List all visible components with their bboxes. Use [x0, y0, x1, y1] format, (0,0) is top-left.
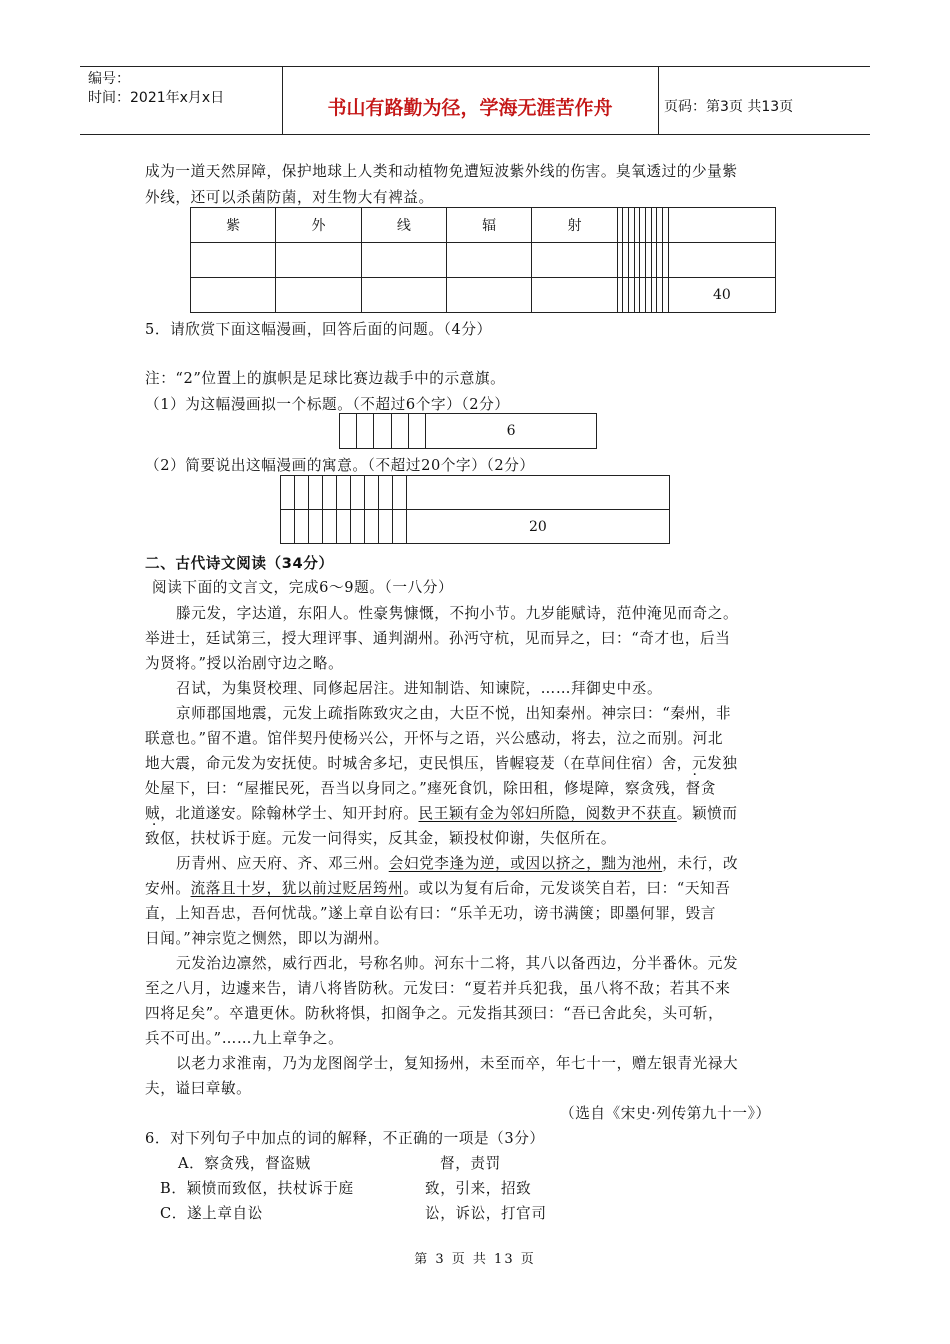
passage-line — [145, 777, 716, 798]
grid-cell — [276, 278, 361, 313]
grid-cell — [340, 414, 357, 449]
grid-cell: 辐 — [446, 208, 531, 243]
q6-option-b: B．颖愤而致伛，扶杖诉于庭 — [160, 1180, 354, 1197]
passage-line — [145, 827, 616, 848]
grid-row — [281, 476, 670, 510]
q6-option-c-gloss: 讼，诉讼，打官司 — [425, 1205, 547, 1222]
answer-grid-40 — [190, 207, 776, 313]
passage-line: 京师郡国地震，元发上疏指陈致灾之由，大臣不悦，出知秦州。神宗曰：“秦州，非 — [176, 705, 732, 722]
grid-cell: 外 — [276, 208, 361, 243]
passage-line: 日闻。”神宗览之恻然，即以为湖州。 — [145, 930, 389, 947]
grid-cell — [374, 414, 391, 449]
q5-sub2: （2）简要说出这幅漫画的寓意。（不超过20个字）（2分） — [145, 457, 535, 474]
grid-cell: 6 — [426, 414, 597, 449]
grid-cell: 20 — [406, 510, 669, 544]
underlined-sentence: 民王颖有金为邻妇所隐，阅数尹不获直 — [418, 805, 677, 822]
grid-cell: 射 — [532, 208, 617, 243]
answer-grid-6 — [339, 413, 597, 449]
passage-line: 直，上知吾忠，吾何忧哉。”遂上章自讼有曰：“乐羊无功，谤书满箧；即墨何罪，毁言 — [145, 905, 716, 922]
grid-cell — [361, 243, 446, 278]
passage-line — [145, 877, 730, 898]
grid-cell — [191, 278, 276, 313]
q5-note: 注：“2”位置上的旗帜是足球比赛边裁手中的示意旗。 — [145, 370, 506, 387]
grid-row — [191, 243, 776, 278]
header-bottom-rule — [80, 134, 870, 135]
passage-text: 伛，扶杖诉于庭。元发一问得实，反其金，颖投杖仰谢，失伛所在。 — [160, 830, 617, 847]
q6-prompt: 6．对下列句子中加点的词的解释，不正确的一项是（3分） — [145, 1130, 545, 1147]
grid-cell — [322, 510, 336, 544]
header-divider — [658, 66, 659, 134]
grid-cell — [364, 510, 378, 544]
grid-cell — [322, 476, 336, 510]
grid-row — [281, 510, 670, 544]
header-page-info: 页码：第3页 共13页 — [664, 99, 794, 115]
underlined-sentence: 流落且十岁，犹以前过贬居筠州 — [190, 880, 404, 897]
grid-cell — [406, 476, 669, 510]
page-footer: 第 3 页 共 13 页 — [414, 1252, 536, 1267]
q5-prompt: 5．请欣赏下面这幅漫画，回答后面的问题。（4分） — [145, 321, 492, 338]
grid-cell — [446, 278, 531, 313]
grid-row — [191, 278, 776, 313]
grid-cell — [361, 278, 446, 313]
section-instruction: 阅读下面的文言文，完成6～9题。（一八分） — [152, 579, 454, 596]
passage-line: 兵不可出。”……九上章争之。 — [145, 1030, 344, 1047]
section-title: 二、古代诗文阅读（34分） — [145, 555, 334, 572]
text-line: 成为一道天然屏障，保护地球上人类和动植物免遭短波紫外线的伤害。臭氧透过的少量紫 — [145, 163, 738, 180]
passage-line — [176, 852, 738, 873]
time-label: 时间：2021年x月x日 — [88, 90, 225, 106]
grid-cell — [378, 510, 392, 544]
grid-cell — [294, 476, 308, 510]
grid-cell — [357, 414, 374, 449]
grid-cell — [392, 476, 406, 510]
passage-line: 至之八月，边遽来告，请八将皆防秋。元发曰：“夏若并兵犯我，虽八将不敌；若其不来 — [145, 980, 731, 997]
grid-row — [191, 208, 776, 243]
grid-cell — [532, 243, 617, 278]
passage-line: 滕元发，字达道，东阳人。性豪隽慷慨，不拘小节。九岁能赋诗，范仲淹见而奇之。 — [176, 605, 739, 622]
grid-cell — [276, 243, 361, 278]
grid-cell — [336, 476, 350, 510]
passage-text: 贪 — [700, 780, 717, 797]
passage-text: 。或以为复有后命，元发谈笑自若，曰：“天知吾 — [403, 880, 731, 897]
q6-option-a-gloss: 督，责罚 — [440, 1155, 501, 1172]
q6-option-b-gloss: 致，引来，招致 — [425, 1180, 532, 1197]
passage-line: 召试，为集贤校理、同修起居注。进知制诰、知谏院，……拜御史中丞。 — [176, 680, 663, 697]
grid-cell: 线 — [361, 208, 446, 243]
grid-cell — [294, 510, 308, 544]
grid-cell — [446, 243, 531, 278]
passage-text: ，未行，改 — [662, 855, 739, 872]
q6-option-a: A．察贪残，督盗贼 — [178, 1155, 311, 1172]
q5-sub1: （1）为这幅漫画拟一个标题。（不超过6个字）（2分） — [145, 396, 510, 413]
text-line: 外线，还可以杀菌防菌，对生物大有裨益。 — [145, 189, 434, 206]
grid-cell — [350, 476, 364, 510]
grid-cell — [408, 414, 425, 449]
number-label: 编号： — [88, 71, 130, 87]
grid-cell: 40 — [668, 278, 775, 313]
grid-cell — [378, 476, 392, 510]
passage-line: 举进士，廷试第三，授大理评事、通判湖州。孙沔守杭，见而异之，曰：“奇才也，后当 — [145, 630, 731, 647]
grid-cell — [392, 510, 406, 544]
grid-cell: 紫 — [191, 208, 276, 243]
grid-cell — [391, 414, 408, 449]
header-motto: 书山有路勤为径，学海无涯苦作舟 — [327, 97, 613, 119]
grid-cell — [336, 510, 350, 544]
passage-line: 元发治边凛然，威行西北，号称名帅。河东十二将，其八以备西边，分半番休。元发 — [176, 955, 739, 972]
passage-line: 地大震，命元发为安抚使。时城舍多圮，吏民惧压，皆幄寝茇（在草间住宿）舍，元发独 — [145, 755, 738, 772]
grid-cell — [668, 208, 775, 243]
passage-text: 历青州、应天府、齐、邓三州。 — [176, 855, 389, 872]
q6-option-c: C．遂上章自讼 — [160, 1205, 263, 1222]
passage-line: 为贤将。”授以治剧守边之略。 — [145, 655, 344, 672]
passage-text: 贼，北道遂安。除翰林学士、知开封府。 — [145, 805, 419, 822]
grid-cell — [281, 476, 295, 510]
passage-line: 联意也。”留不遣。馆伴契丹使杨兴公，开怀与之语，兴公感动，将去，泣之而别。河北 — [145, 730, 724, 747]
passage-line: 以老力求淮南，乃为龙图阁学士，复知扬州，未至而卒，年七十一，赠左银青光禄大 — [176, 1055, 739, 1072]
underlined-sentence: 会妇党李逢为逆，或因以挤之，黜为池州 — [388, 855, 663, 872]
passage-text: 处屋下，曰：“屋摧民死，吾当以身同之。”瘗死食饥，除田租，修堤障，察贪残， — [145, 780, 686, 797]
dotted-word: 督 — [685, 780, 701, 797]
dotted-word: 致 — [145, 830, 161, 847]
passage-text: 安州。 — [145, 880, 191, 897]
grid-cell — [281, 510, 295, 544]
grid-cell — [668, 243, 775, 278]
passage-source: （选自《宋史·列传第九十一》） — [560, 1105, 771, 1122]
passage-text: 。颖愤而 — [676, 805, 738, 822]
passage-line — [145, 802, 738, 823]
answer-grid-20 — [280, 475, 670, 544]
grid-cell — [191, 243, 276, 278]
grid-cell — [308, 476, 322, 510]
passage-line: 夫，谥曰章敏。 — [145, 1080, 252, 1097]
grid-cell — [364, 476, 378, 510]
header-top-rule — [80, 66, 870, 67]
grid-cell — [308, 510, 322, 544]
grid-cell — [350, 510, 364, 544]
header-meta — [88, 70, 224, 108]
grid-row — [340, 414, 597, 449]
passage-line: 四将足矣”。卒遣更休。防秋将惧，扣阁争之。元发指其颈曰：“吾已舍此矣，头可斩， — [145, 1005, 724, 1022]
grid-cell — [532, 278, 617, 313]
